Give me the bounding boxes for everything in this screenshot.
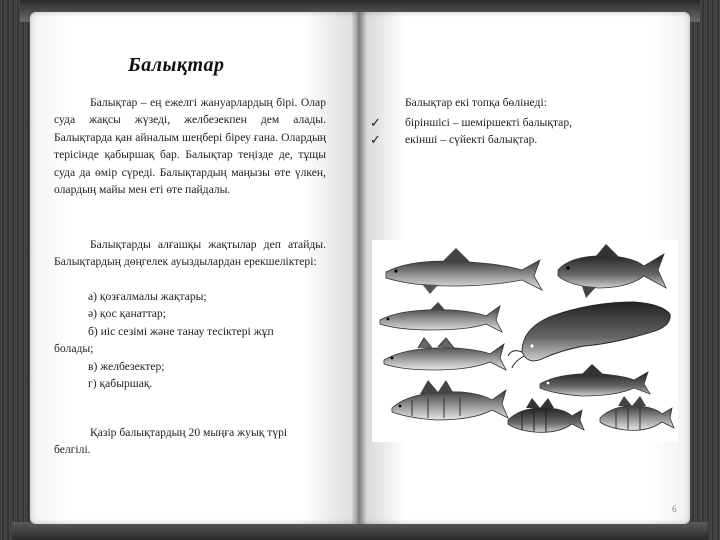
groups-list	[405, 114, 685, 149]
list-item: біріншісі – шеміршекті балықтар,	[405, 116, 573, 129]
list-item: екінші – сүйекті балықтар.	[405, 133, 538, 147]
intro-paragraph: Балықтар – ең ежелгі жануарлардың бірі. Олар суда жақсы жүзеді, желбезекпен дем алады. Балықтарда қан айналым шеңбері біреу ғана. Олардың терісінде қабыршақ бар. Балықтар теңізде де, тұщы суда да өмір сүреді. Балықтардың маңызы өте үлкен, олардың майы мен еті өте пайдалы.	[54, 96, 326, 197]
fish-icon	[384, 338, 506, 370]
fish-icon	[508, 398, 584, 432]
groups-intro: Балықтар екі топқа бөлінеді:	[405, 96, 547, 109]
fish-icon	[508, 302, 670, 368]
page-title: Балықтар	[128, 54, 225, 76]
fish-icon	[380, 302, 502, 332]
fish-illustration	[372, 240, 678, 442]
species-paragraph: Қазір балықтардың 20 мыңға жуық түрі белгілі.	[54, 426, 288, 457]
list-item: а) қозғалмалы жақтары;	[88, 290, 207, 303]
list-item: болады;	[54, 342, 94, 356]
book-spine	[352, 12, 366, 524]
list-item: в) желбезектер;	[88, 359, 165, 373]
list-item: г) қабыршақ.	[88, 377, 153, 391]
features-list	[54, 288, 328, 392]
features-paragraph: Балықтарды алғашқы жақтылар деп атайды. Балықтардың дөңгелек ауыздылардан ерекшеліктері:	[54, 238, 326, 269]
page-stack-bottom	[12, 522, 708, 540]
check-icon: ✓	[370, 132, 381, 148]
fish-icon	[600, 396, 674, 430]
fish-icon	[386, 248, 542, 294]
page-stack-left	[0, 0, 34, 540]
check-icon: ✓	[370, 115, 381, 130]
fish-icon	[558, 244, 666, 298]
fish-drawings	[372, 240, 678, 442]
checkmark-column	[370, 114, 390, 149]
fish-icon	[540, 364, 650, 396]
fish-icon	[392, 380, 508, 420]
list-item: ә) қос қанаттар;	[88, 307, 166, 321]
page-stack-right	[686, 0, 720, 540]
list-item: б) иіс сезімі және танау тесіктері жұп	[88, 324, 274, 338]
page-number: 6	[672, 504, 677, 514]
